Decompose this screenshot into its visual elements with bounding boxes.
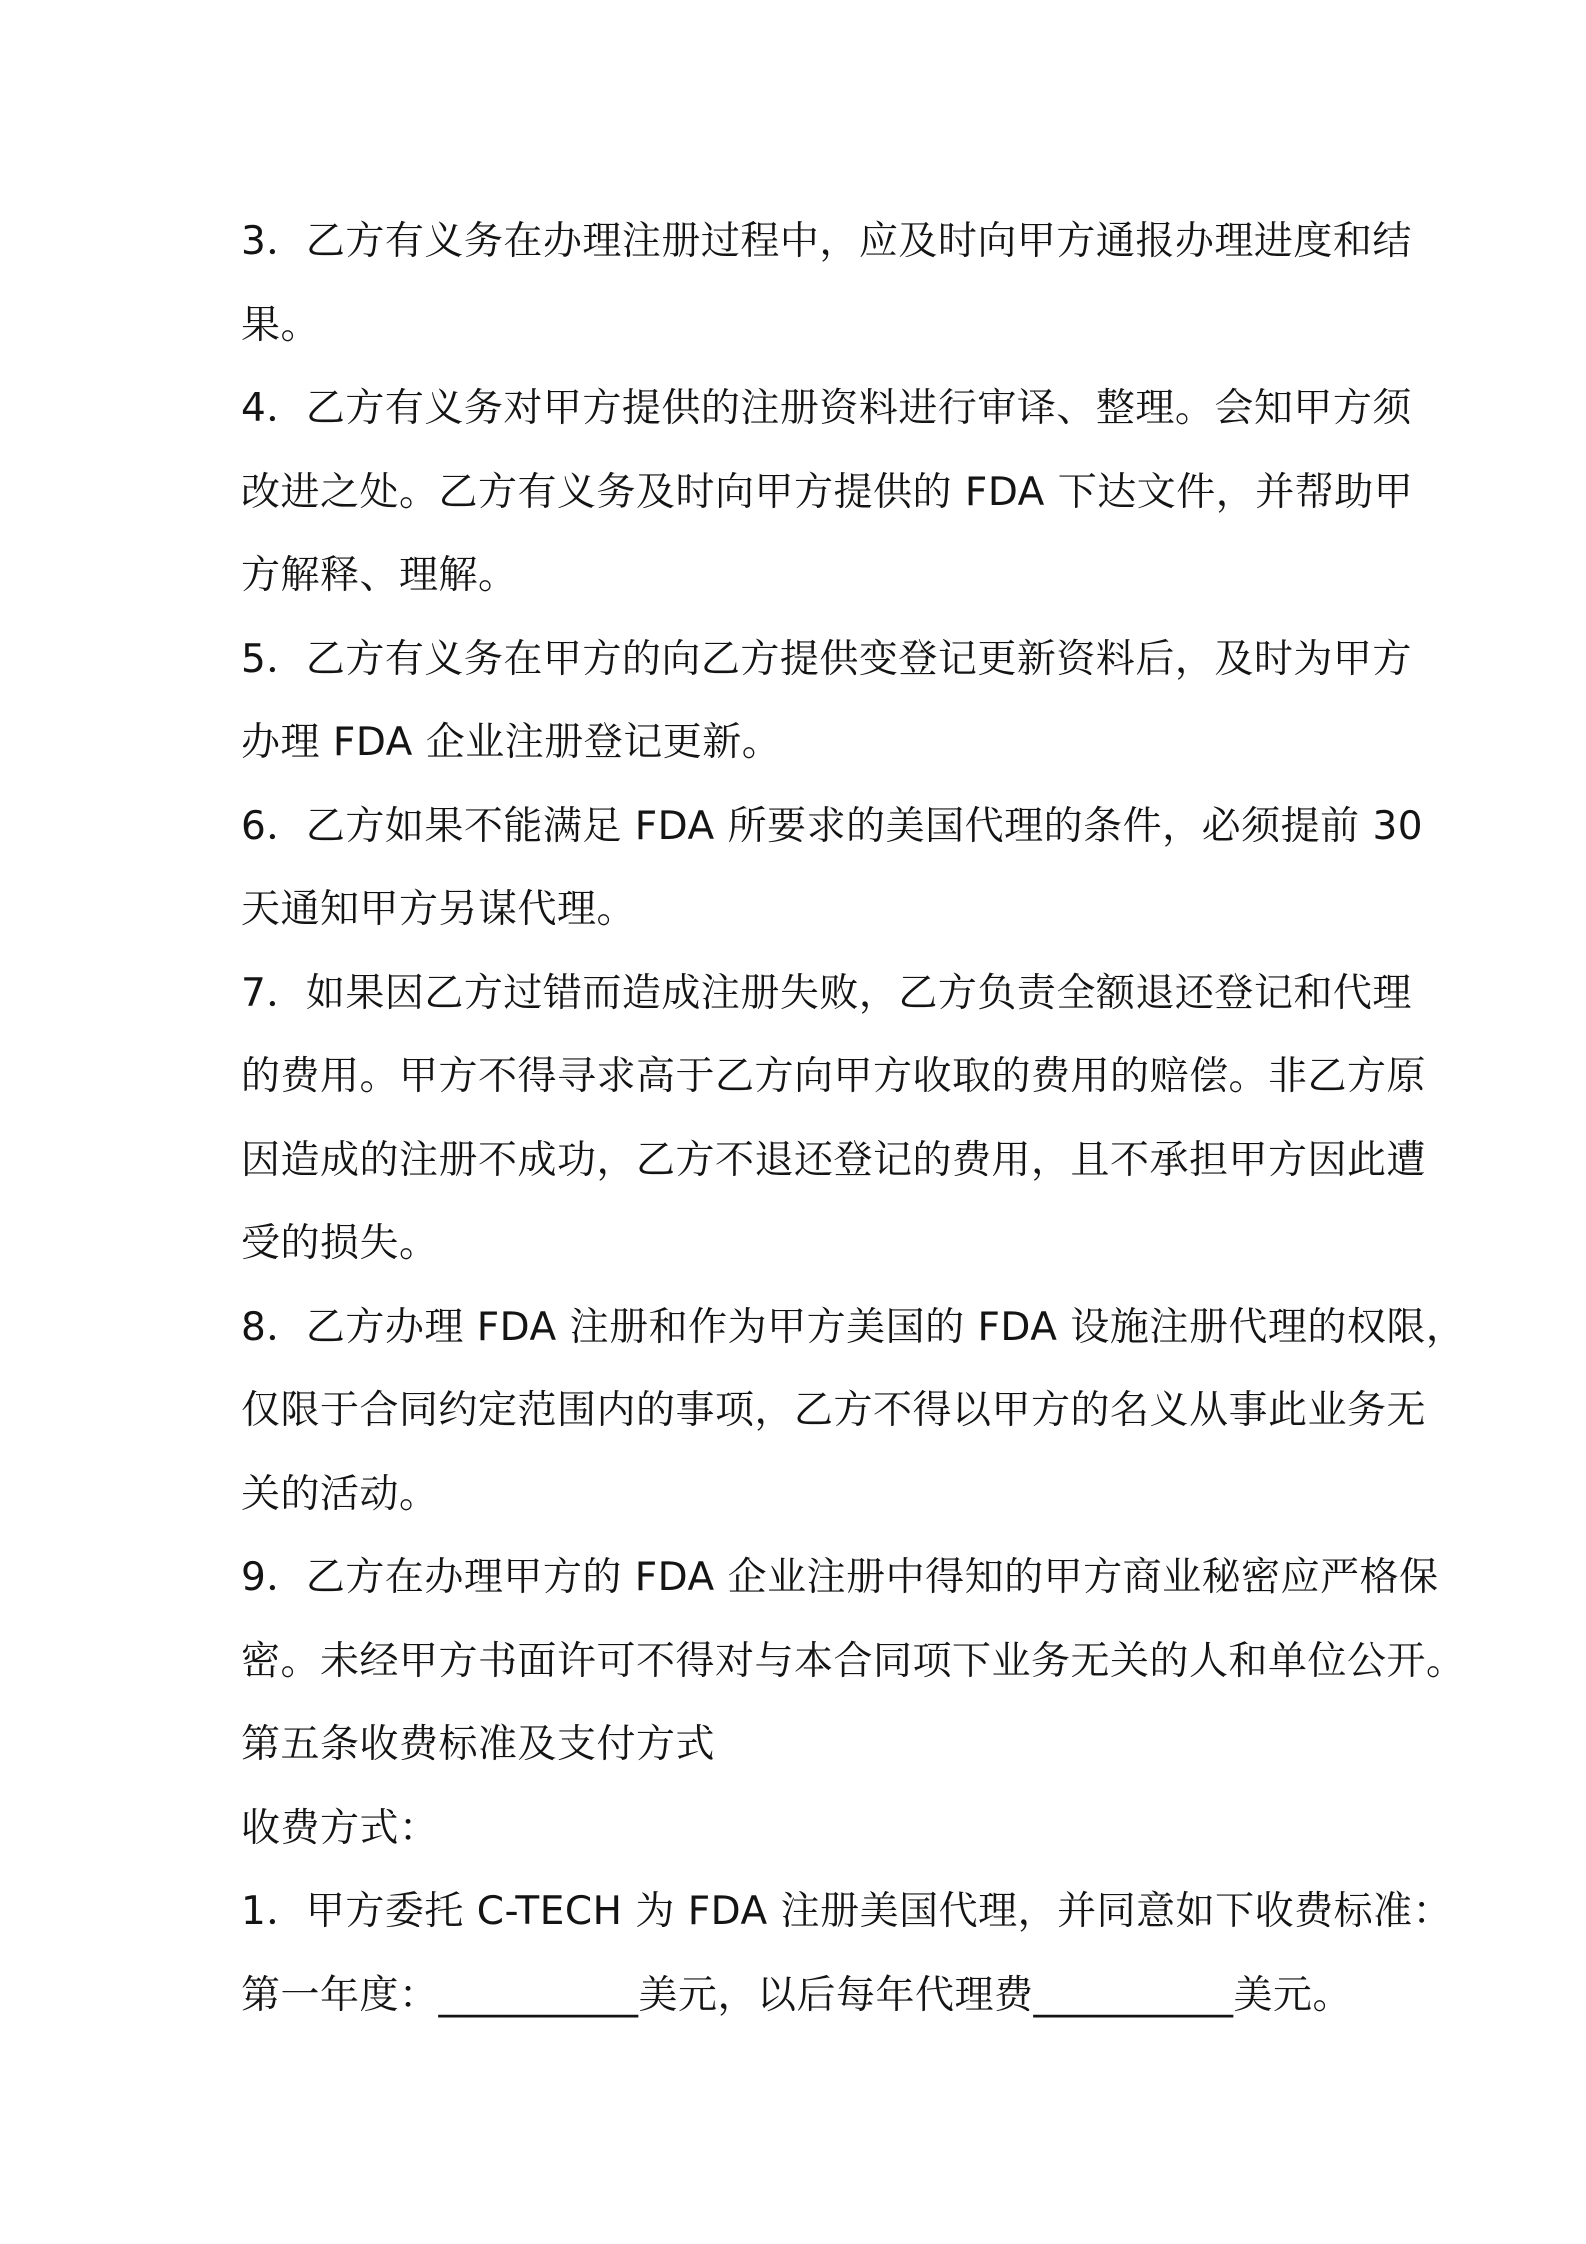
clause-line: 方解释、理解。 (241, 553, 518, 598)
clause-line: 关的活动。 (241, 1471, 439, 1517)
fee-method-label: 收费方式： (241, 1805, 439, 1851)
first-year-fee (241, 1954, 1361, 2038)
clause-5 (241, 618, 1412, 785)
annual-fee-blank[interactable]: __________ (1033, 1972, 1234, 2018)
first-year-fee-line (241, 1954, 1361, 2038)
document-body (241, 200, 1466, 2037)
clause-line: 3．乙方有义务在办理注册过程中，应及时向甲方通报办理进度和结 (241, 219, 1412, 264)
section-heading (241, 1703, 1361, 1787)
clause-line: 6．乙方如果不能满足 FDA 所要求的美国代理的条件，必须提前 30 (241, 803, 1424, 849)
clause-line: 的费用。甲方不得寻求高于乙方向甲方收取的费用的赔偿。非乙方原 (241, 1054, 1427, 1099)
fee-item-1-text: 1．甲方委托 C-TECH 为 FDA 注册美国代理，并同意如下收费标准： (241, 1889, 1453, 1934)
clause-line: 仅限于合同约定范围内的事项，乙方不得以甲方的名义从事此业务无 (241, 1388, 1427, 1433)
clause-3 (241, 200, 1412, 367)
first-year-end-text: 美元。 (1233, 1972, 1353, 2018)
clause-6 (241, 785, 1424, 952)
fee-item-1 (241, 1870, 1453, 1954)
clause-line: 密。未经甲方书面许可不得对与本合同项下业务无关的人和单位公开。 (241, 1638, 1466, 1684)
section-heading-text: 第五条收费标准及支付方式 (241, 1722, 716, 1767)
clause-line: 办理 FDA 企业注册登记更新。 (241, 720, 782, 765)
first-year-label: 第一年度： (241, 1972, 439, 2018)
clause-line: 因造成的注册不成功，乙方不退还登记的费用，且不承担甲方因此遭 (241, 1137, 1427, 1183)
first-year-blank[interactable]: __________ (438, 1972, 639, 2018)
clause-8 (241, 1286, 1466, 1537)
clause-9 (241, 1536, 1466, 1703)
clause-line: 9．乙方在办理甲方的 FDA 企业注册中得知的甲方商业秘密应严格保 (241, 1555, 1439, 1600)
clause-line: 天通知甲方另谋代理。 (241, 887, 637, 932)
first-year-mid-text: 美元，以后每年代理费 (638, 1972, 1034, 2018)
clause-line: 4．乙方有义务对甲方提供的注册资料进行审译、整理。会知甲方须 (241, 386, 1412, 431)
clause-7 (241, 952, 1427, 1286)
clause-line: 7．如果因乙方过错而造成注册失败，乙方负责全额退还登记和代理 (241, 970, 1412, 1016)
clause-line: 8．乙方办理 FDA 注册和作为甲方美国的 FDA 设施注册代理的权限， (241, 1304, 1466, 1350)
clause-line: 受的损失。 (241, 1221, 439, 1266)
clause-4 (241, 367, 1414, 618)
fee-method (241, 1787, 1361, 1871)
clause-line: 果。 (241, 302, 321, 348)
clause-line: 5．乙方有义务在甲方的向乙方提供变登记更新资料后，及时为甲方 (241, 636, 1412, 682)
clause-line: 改进之处。乙方有义务及时向甲方提供的 FDA 下达文件，并帮助甲 (241, 469, 1414, 515)
